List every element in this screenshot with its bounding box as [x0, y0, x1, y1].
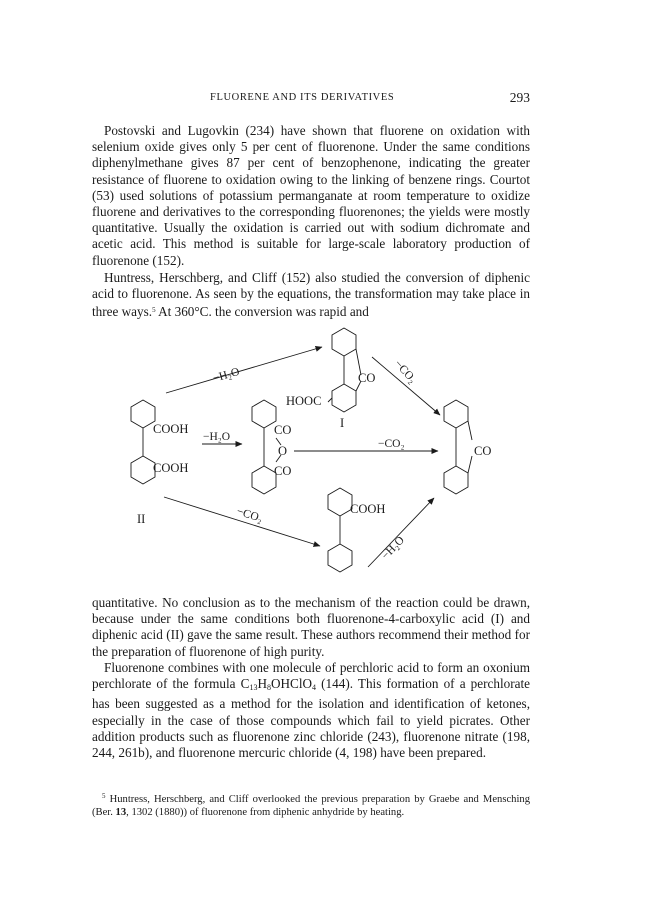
- footnote-ref: 5: [152, 306, 156, 315]
- benzene-ring: [328, 544, 352, 572]
- paragraph-quantitative: quantitative. No conclusion as to the mechanism of the reaction could be drawn, because under the same conditions both fluorenone-4-carboxylic acid (I) and diphenic acid (II) gave the same result. These authors recommend their method for the preparation of fluorenone of high purity.: [92, 595, 530, 659]
- anhydride-o: O: [278, 444, 288, 458]
- fluorenone-structure: [444, 400, 472, 494]
- compound-I-structure: [328, 328, 361, 412]
- compound-II-structure: [131, 400, 155, 484]
- compound-II-label: II: [137, 512, 146, 526]
- paragraph-perchlorate-text-c: OHClO: [270, 676, 313, 692]
- formula-subscript: 8: [266, 683, 271, 693]
- benzene-ring: [252, 400, 276, 428]
- footnote-text-b: , 1302 (1880)) of fluorenone from diphenic anhydride by heating.: [126, 807, 405, 819]
- paragraph-perchlorate-text-a: Fluorenone combines with one molecule of perchloric acid to form an oxonium perchlorate of the formula C: [92, 660, 530, 692]
- formula-subscript: 4: [312, 683, 317, 693]
- anhydride-co-bottom: CO: [274, 464, 292, 478]
- formula-subscript: 13: [249, 683, 258, 693]
- intermediate-structure: [328, 488, 352, 572]
- compound-II-cooh-upper: COOH: [153, 422, 189, 436]
- paragraph-conversion-text-a: Huntress, Herschberg, and Cliff (152) also studied the conversion of diphenic acid to fluorenone. As seen by the equations, the transformation may take place in three ways.: [92, 270, 530, 320]
- arrow-label-h2o-bottom-right: −H₂O: [379, 534, 407, 563]
- footnote-marker: 5: [102, 792, 106, 800]
- paragraph-perchlorate: [92, 660, 530, 761]
- footnote-volume: 13: [115, 807, 127, 819]
- footnote: [92, 790, 530, 819]
- paragraph-perchlorate-text-b: H: [257, 676, 267, 692]
- benzene-ring: [131, 400, 155, 428]
- page-number: 293: [509, 90, 530, 105]
- arrow-label-co2-bottom-left: −CO₂: [235, 505, 264, 526]
- footnote-text-a: Huntress, Herschberg, and Cliff overlooked the previous preparation by Graebe and Mensching (Ber.: [92, 794, 530, 819]
- benzene-ring: [328, 488, 352, 516]
- compound-II-cooh-lower: COOH: [153, 461, 189, 475]
- arrow-II-to-I: [166, 347, 322, 393]
- benzene-ring: [332, 384, 356, 412]
- benzene-ring: [332, 328, 356, 356]
- arrow-label-co2-mid: −CO₂: [378, 438, 405, 450]
- arrow-II-to-intermediate: [164, 497, 320, 546]
- benzene-ring: [131, 456, 155, 484]
- anhydride-co-top: CO: [274, 423, 292, 437]
- fluorenone-co-label: CO: [474, 444, 492, 458]
- benzene-ring: [444, 466, 468, 494]
- anhydride-structure: [252, 400, 281, 494]
- paragraph-conversion-text-b: At 360°C. the conversion was rapid and: [155, 304, 369, 320]
- benzene-ring: [444, 400, 468, 428]
- arrow-label-co2-top-right: −CO₂: [391, 357, 419, 386]
- arrow-label-h2o-mid: −H₂O: [203, 431, 231, 443]
- benzene-ring: [252, 466, 276, 494]
- compound-I-co-label: CO: [358, 371, 376, 385]
- compound-I-hooc-label: HOOC: [286, 394, 322, 408]
- intermediate-cooh-label: COOH: [350, 502, 386, 516]
- compound-I-label: I: [340, 416, 345, 430]
- arrow-label-h2o-top: −H₂O: [211, 365, 241, 385]
- running-title: FLUORENE AND ITS DERIVATIVES: [210, 92, 395, 103]
- paragraph-oxidation: Postovski and Lugovkin (234) have shown that fluorene on oxidation with selenium oxide gives only 5 per cent of fluorenone. Under the same conditions diphenylmethane gives 87 per cent of benzophenone, indicating the greater resistance of fluorene to oxidation owing to the linking of benzene rings. Courtot (53) used solutions of potassium permanganate at room temperature to oxidize fluorene and derivatives to the corresponding fluorenones; the yields were mostly quantitative. Usually the oxidation is carried out with sodium dichromate and acetic acid. This method is suitable for large-scale laboratory production of fluorenone (152).: [92, 123, 530, 268]
- paragraph-perchlorate-text-d: (144). This formation of a perchlorate has been suggested as a method for the isolation and identification of ketones, especially in the case of those compounds which fail to yield picrates. Other addition products such as fluorenone zinc chloride (243), fluorenone nitrate (198, 244, 261b), and fluorenone mercuric chloride (4, 198) have been prepared.: [92, 676, 530, 761]
